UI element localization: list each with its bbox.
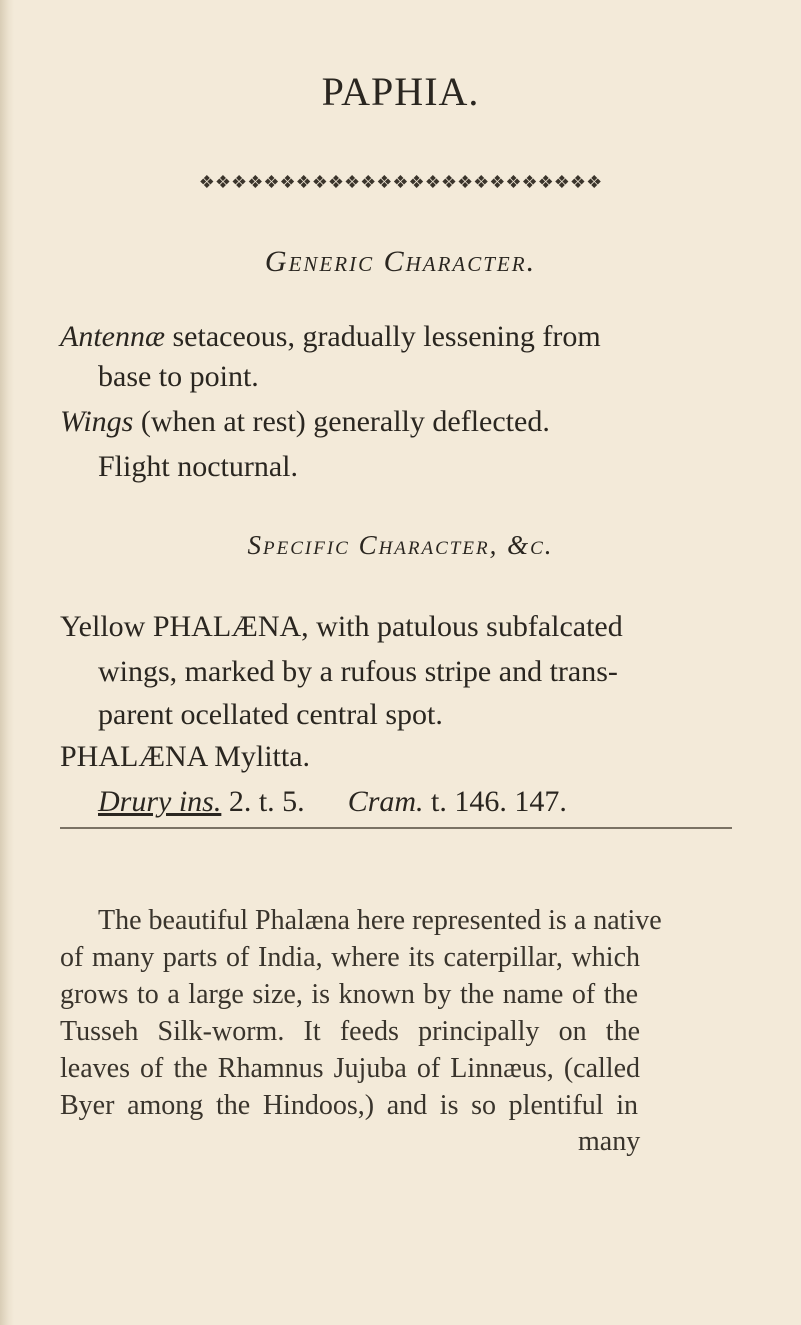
body-line-1: The beautiful Phalæna here represented is a native	[98, 905, 662, 936]
specific-line-2: wings, marked by a rufous stripe and trans-	[98, 655, 618, 688]
catchword: many	[578, 1126, 641, 1157]
generic-character-heading: Generic Character.	[264, 245, 537, 278]
specific-line-4: PHALÆNA Mylitta.	[60, 740, 311, 773]
ref-cram: Cram.	[347, 785, 424, 818]
ref-drury-location: 2. t. 5.	[221, 785, 305, 818]
specific-character-heading: Specific Character, &c.	[247, 530, 554, 560]
antennae-term: Antennæ	[60, 320, 165, 353]
body-line-6: Byer among the Hindoos,) and is so plentiful in	[60, 1090, 638, 1121]
generic-wings-line	[60, 405, 550, 439]
generic-antennae-line	[60, 320, 601, 354]
specific-references	[98, 785, 567, 819]
wings-term: Wings	[60, 405, 134, 438]
specific-line-1: Yellow PHALÆNA, with patulous subfalcated	[60, 610, 623, 643]
specific-line-3: parent ocellated central spot.	[98, 698, 443, 731]
body-line-5: leaves of the Rhamnus Jujuba of Linnæus, (called	[60, 1053, 640, 1084]
generic-flight-line: Flight nocturnal.	[98, 450, 298, 483]
page-binding-edge	[0, 0, 14, 1325]
body-line-3: grows to a large size, is known by the name of the	[60, 979, 638, 1010]
section-rule	[60, 827, 732, 829]
wings-text: (when at rest) generally deflected.	[133, 405, 550, 438]
ornament-divider: ❖❖❖❖❖❖❖❖❖❖❖❖❖❖❖❖❖❖❖❖❖❖❖❖❖	[198, 172, 603, 192]
ref-drury: Drury ins.	[98, 785, 222, 818]
body-line-2: of many parts of India, where its caterpillar, which	[60, 942, 640, 973]
ref-cram-location: t. 146. 147.	[423, 785, 567, 818]
generic-antennae-line-2: base to point.	[98, 360, 259, 393]
body-line-4: Tusseh Silk-worm. It feeds principally on the	[60, 1016, 640, 1047]
antennae-text: setaceous, gradually lessening from	[165, 320, 601, 353]
page-title: PAPHIA.	[321, 69, 480, 114]
